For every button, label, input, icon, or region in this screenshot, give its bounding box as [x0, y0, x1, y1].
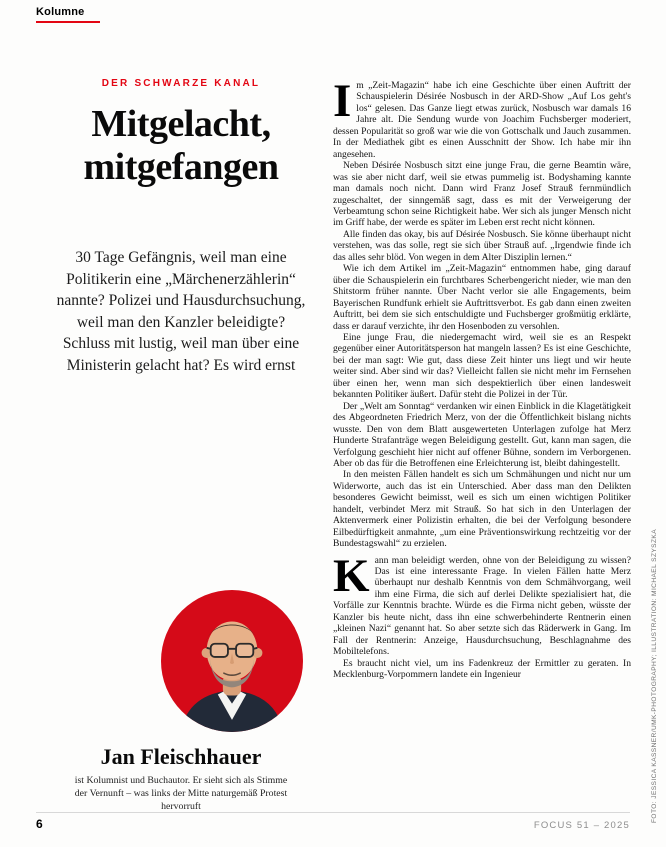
headline-line1: Mitgelacht, [91, 103, 271, 145]
photo-credit: FOTO: JESSICA KASSNER/UMK-PHOTOGRAPHY; ILLUSTRATION: MICHAEL SZYSZKA [651, 529, 658, 823]
section-label: Kolumne [36, 6, 85, 18]
headline-line2: mitgefangen [83, 146, 279, 188]
page-number: 6 [36, 817, 43, 831]
article-paragraph: In den meisten Fällen handelt es sich um Schmähungen und nicht nur um Widerworte, auch das ist ein Unterschied. Aber dass man den Delikten besonderes Gewicht beimisst, weil es sich um einen wichtigen Politiker handelt, verbindet Merz mit Strauß. So hat sich in den Unterlagen der Aktenvermerk einer Polizistin erhalten, die bei der Verfolgung besondere Eilbedürftigkeit anmahnte, „um eine Präventionswirkung rechtzeitig vor der Bundestagswahl“ zu erzielen. [333, 469, 631, 550]
article-paragraph: Alle finden das okay, bis auf Désirée Nosbusch. Sie könne überhaupt nicht verstehen, was das solle, regt sie sich über Strauß auf. „Irgendwie finde ich das alles sehr blöd. Von wegen in dem Alter Disziplin lernen.“ [333, 228, 631, 263]
headline [52, 103, 310, 189]
article-paragraph: Wie ich dem Artikel im „Zeit-Magazin“ entnommen habe, ging darauf über die Schauspielerin ein furchtbares Scherbengericht nieder, wie man den Shitstorm früher nannte. Über Nacht verlor sie alle Engagements, beim Bayerischen Rundfunk erhielt sie Auftrittsverbot. Es gab dann einen zweiten Auftritt, bei dem sie sich entschuldigte und Fuchsberger großmütig erklärte, dass er darauf verzichte, ihr den Hosenboden zu versohlen. [333, 263, 631, 332]
article-body [333, 80, 631, 806]
drop-cap: I [333, 80, 352, 127]
issue-label: FOCUS 51 – 2025 [533, 820, 630, 831]
deck: 30 Tage Gefängnis, weil man eine Politikerin eine „Märchenerzählerin“ nannte? Polizei und Hausdurchsuchung, weil man den Kanzler beleidigte? Schluss mit lustig, weil man über eine Ministerin gelacht hat? Es wird ernst [56, 249, 306, 374]
section-header [36, 6, 100, 23]
article-paragraph: Es braucht nicht viel, um ins Fadenkreuz der Ermittler zu geraten. In Mecklenburg-Vorpommern landete ein Ingenieur [333, 657, 631, 681]
article-paragraph: Eine junge Frau, die niedergemacht wird, weil sie es an Respekt gegenüber einer Autoritätsperson hat mangeln lassen? Es ist eine Geschichte, bei der man sagt: Wie gut, dass diese Zeit hinter uns liegt und wir heute weiter sind. Aber sind wir das? Vielleicht fallen sie nicht mehr im Fernsehen über einen her, wenn man sich despektierlich über einen landesweit bekannten Politiker äußert. Dafür steht die Polizei in der Tür. [333, 331, 631, 401]
author-bio: ist Kolumnist und Buchautor. Er sieht sich als Stimme der Vernunft – was links der Mitte naturgemäß Protest hervorruft [74, 775, 288, 812]
author-portrait-illustration [161, 590, 303, 732]
page-footer [36, 812, 630, 831]
article-paragraph: Neben Désirée Nosbusch sitzt eine junge Frau, die gerne Beamtin wäre, was sie aber nicht darf, weil sie etwas pummelig ist. Bodyshaming kannte man damals noch nicht. Dann wird Franz Josef Strauß fernmündlich zugeschaltet, der sinngemäß sagt, dass es mit der Verweigerung der Verbeamtung schon seine Richtigkeit habe. Wer sich als junger Mensch nicht im Griff habe, der werde es später im Leben erst recht nicht können. [333, 160, 631, 229]
author-portrait [161, 590, 303, 732]
article-paragraph: Der „Welt am Sonntag“ verdanken wir einen Einblick in die Klagetätigkeit des Abgeordneten Friedrich Merz, von der die Öffentlichkeit bislang nichts wusste. Den von dem Blatt ausgewerteten Unterlagen zufolge hat Merz Hunderte Strafanträge wegen Beleidigung gestellt. Gut, kann man sagen, die Verfolgung geschieht hier nicht auf offener Bühne, sondern im Verborgenen. Aber ob das für die Betroffenen eine Erleichterung ist, bleibt dahingestellt. [333, 400, 631, 469]
column-left [52, 78, 310, 812]
column-kicker: DER SCHWARZE KANAL [101, 78, 261, 89]
drop-cap: K [333, 549, 370, 602]
section-rule [36, 21, 100, 23]
author-name: Jan Fleischhauer [100, 744, 262, 769]
article-paragraph: Im „Zeit-Magazin“ habe ich eine Geschichte über einen Auftritt der Schauspielerin Désirée Nosbusch in der ARD-Show „Auf Los geht's los“ gelesen. Das Ganze liegt etwas zurück, Nosbusch war damals 16 Jahre alt. Die Sendung wurde von Joachim Fuchsberger moderiert, dessen Popularität so groß war wie die von Gottschalk und Jauch zusammen. In der Mediathek gibt es einen Ausschnitt der Show. Ich habe mir ihn angesehen. [333, 80, 631, 160]
article-paragraph: Kann man beleidigt werden, ohne von der Beleidigung zu wissen? Das ist eine interessante Frage. In vielen Fällen hatte Merz überhaupt nur deshalb Kenntnis von dem Schmähvorgang, weil ihm eine Firma, die sich auf derlei Delikte spezialisiert hat, die Vorfälle zur Kenntnis brachte. Würde es die Firma nicht geben, wüsste der Kanzler bis heute nicht, dass ihn eine schwerbehinderte Rentnerin einen „kleinen Nazi“ genannt hat. So aber setzte sich das Räderwerk in Gang. Im Fall der Rentnerin: Anzeige, Hausdurchsuchung, Beschlagnahme des Mobiltelefons. [333, 549, 631, 658]
